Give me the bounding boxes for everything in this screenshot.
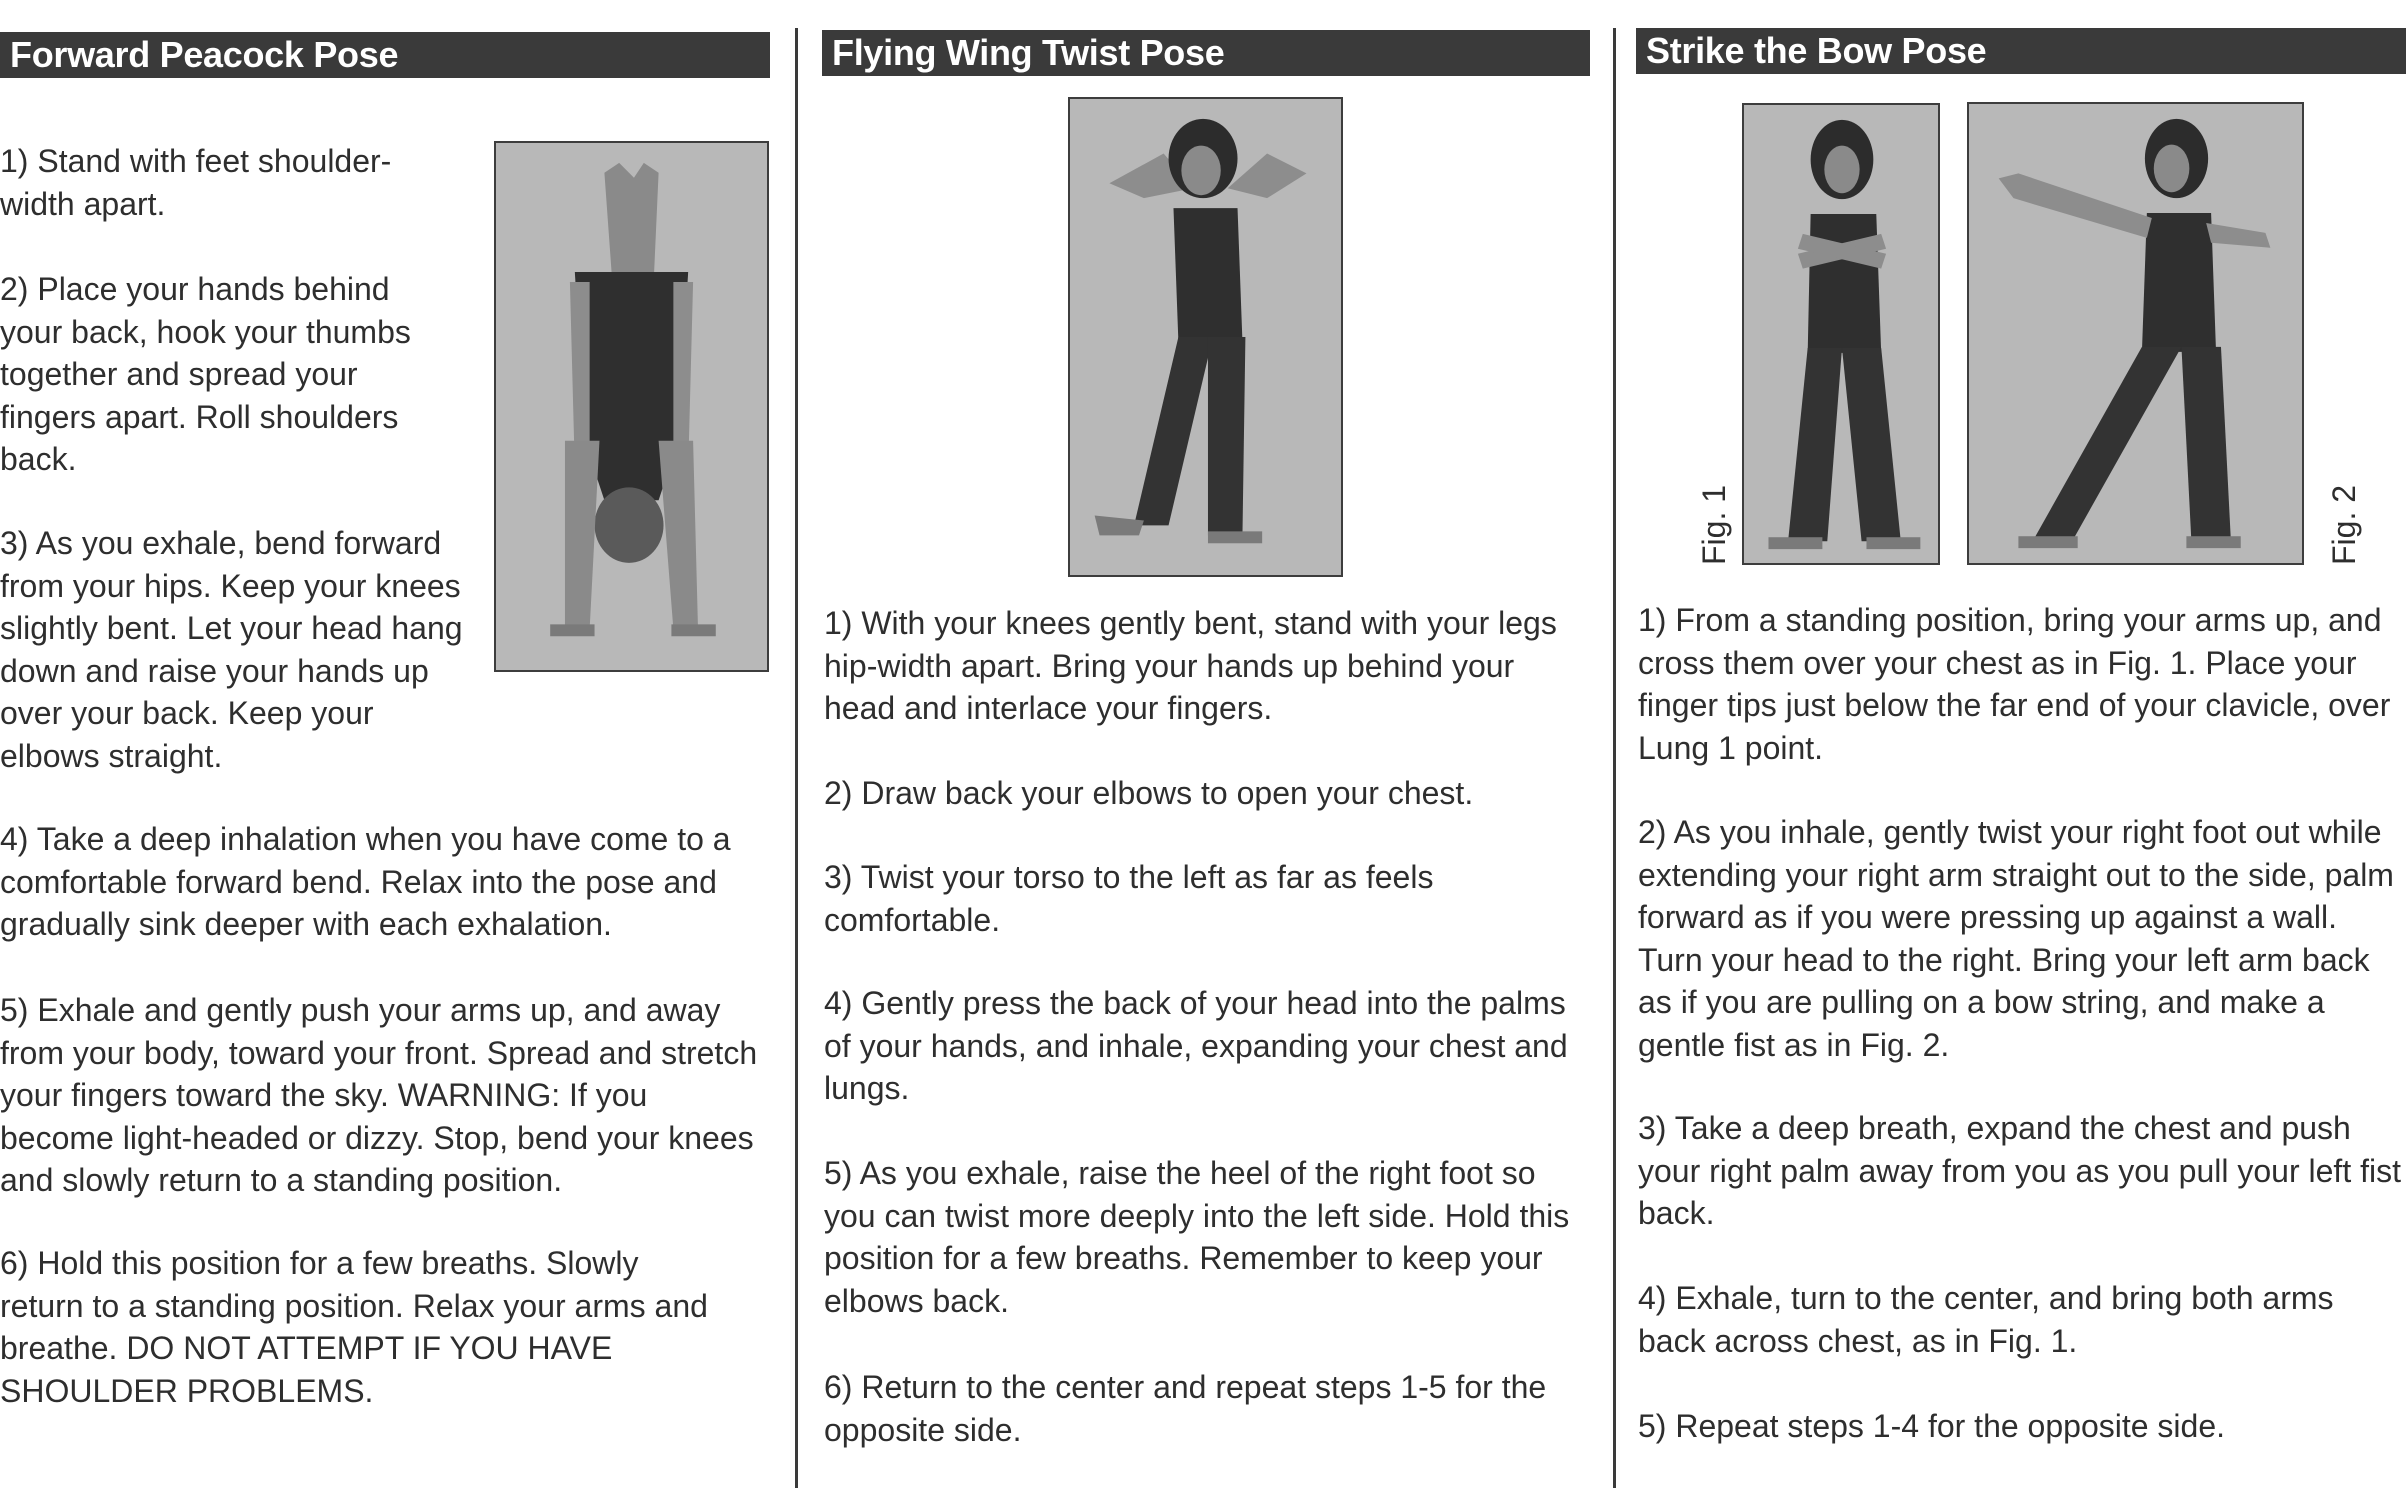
step-1: 1) From a standing position, bring your arms up, and cross them over your chest as in Fig. 1. Place your finger tips just below the far end of your clavicle, over Lung 1 point.	[1638, 602, 2391, 766]
flying-wing-twist-section	[822, 0, 1592, 1503]
strike-bow-fig2-photo	[1967, 102, 2304, 565]
step-6: 6) Hold this position for a few breaths. Slowly return to a standing position. Relax your arms and breathe. DO NOT ATTEMPT IF YOU HAVE SHOULDER PROBLEMS.	[0, 1245, 708, 1409]
strike-bow-fig1-photo	[1742, 103, 1940, 565]
step-3: 3) Twist your torso to the left as far as feels comfortable.	[824, 859, 1434, 938]
fig-2-label: Fig. 2	[2326, 484, 2362, 565]
step-4: 4) Exhale, turn to the center, and bring both arms back across chest, as in Fig. 1.	[1638, 1280, 2334, 1359]
arms-crossed-figure-icon	[1744, 105, 1938, 563]
section-title: Forward Peacock Pose	[0, 32, 770, 78]
step-1: 1) With your knees gently bent, stand with your legs hip-width apart. Bring your hands up behind your head and interlace your fingers.	[824, 605, 1557, 726]
section-title: Strike the Bow Pose	[1636, 28, 2406, 74]
forward-peacock-section	[0, 0, 770, 1503]
strike-the-bow-section	[1636, 0, 2407, 1503]
step-3: 3) Take a deep breath, expand the chest and push your right palm away from you as you pull your left fist back.	[1638, 1110, 2401, 1231]
fig-1-label: Fig. 1	[1696, 484, 1732, 565]
bow-stance-figure-icon	[1969, 104, 2302, 563]
step-2: 2) As you inhale, gently twist your right foot out while extending your right arm straight out to the side, palm forward as if you were pressing up against a wall. Turn your head to the right. Bring your left arm back as if you are pulling on a bow string, and make a gentle fist as in Fig. 2.	[1638, 814, 2394, 1063]
forward-bend-figure-icon	[496, 143, 767, 670]
step-2: 2) Place your hands behind your back, hook your thumbs together and spread your fingers apart. Roll shoulders back.	[0, 271, 411, 477]
step-5: 5) Repeat steps 1-4 for the opposite side.	[1638, 1408, 2226, 1444]
step-5: 5) As you exhale, raise the heel of the right foot so you can twist more deeply into the left side. Hold this position for a few breaths. Remember to keep your elbows back.	[824, 1155, 1570, 1319]
step-4: 4) Take a deep inhalation when you have come to a comfortable forward bend. Relax into the pose and gradually sink deeper with each exhalation.	[0, 821, 731, 942]
step-1: 1) Stand with feet shoulder-width apart.	[0, 143, 392, 222]
step-4: 4) Gently press the back of your head into the palms of your hands, and inhale, expanding your chest and lungs.	[824, 985, 1568, 1106]
step-3: 3) As you exhale, bend forward from your hips. Keep your knees slightly bent. Let your head hang down and raise your hands up over your back. Keep your elbows straight.	[0, 525, 463, 774]
flying-wing-twist-photo	[1068, 97, 1343, 577]
step-5: 5) Exhale and gently push your arms up, and away from your body, toward your front. Spread and stretch your fingers toward the sky. WARNING: If you become light-headed or dizzy. Stop, bend your knees and slowly return to a standing position.	[0, 992, 758, 1198]
column-divider	[795, 28, 798, 1488]
twist-standing-figure-icon	[1070, 99, 1341, 575]
forward-peacock-photo	[494, 141, 769, 672]
step-2: 2) Draw back your elbows to open your chest.	[824, 775, 1474, 811]
column-divider	[1613, 28, 1616, 1488]
section-title: Flying Wing Twist Pose	[822, 30, 1590, 76]
step-6: 6) Return to the center and repeat steps 1-5 for the opposite side.	[824, 1369, 1547, 1448]
